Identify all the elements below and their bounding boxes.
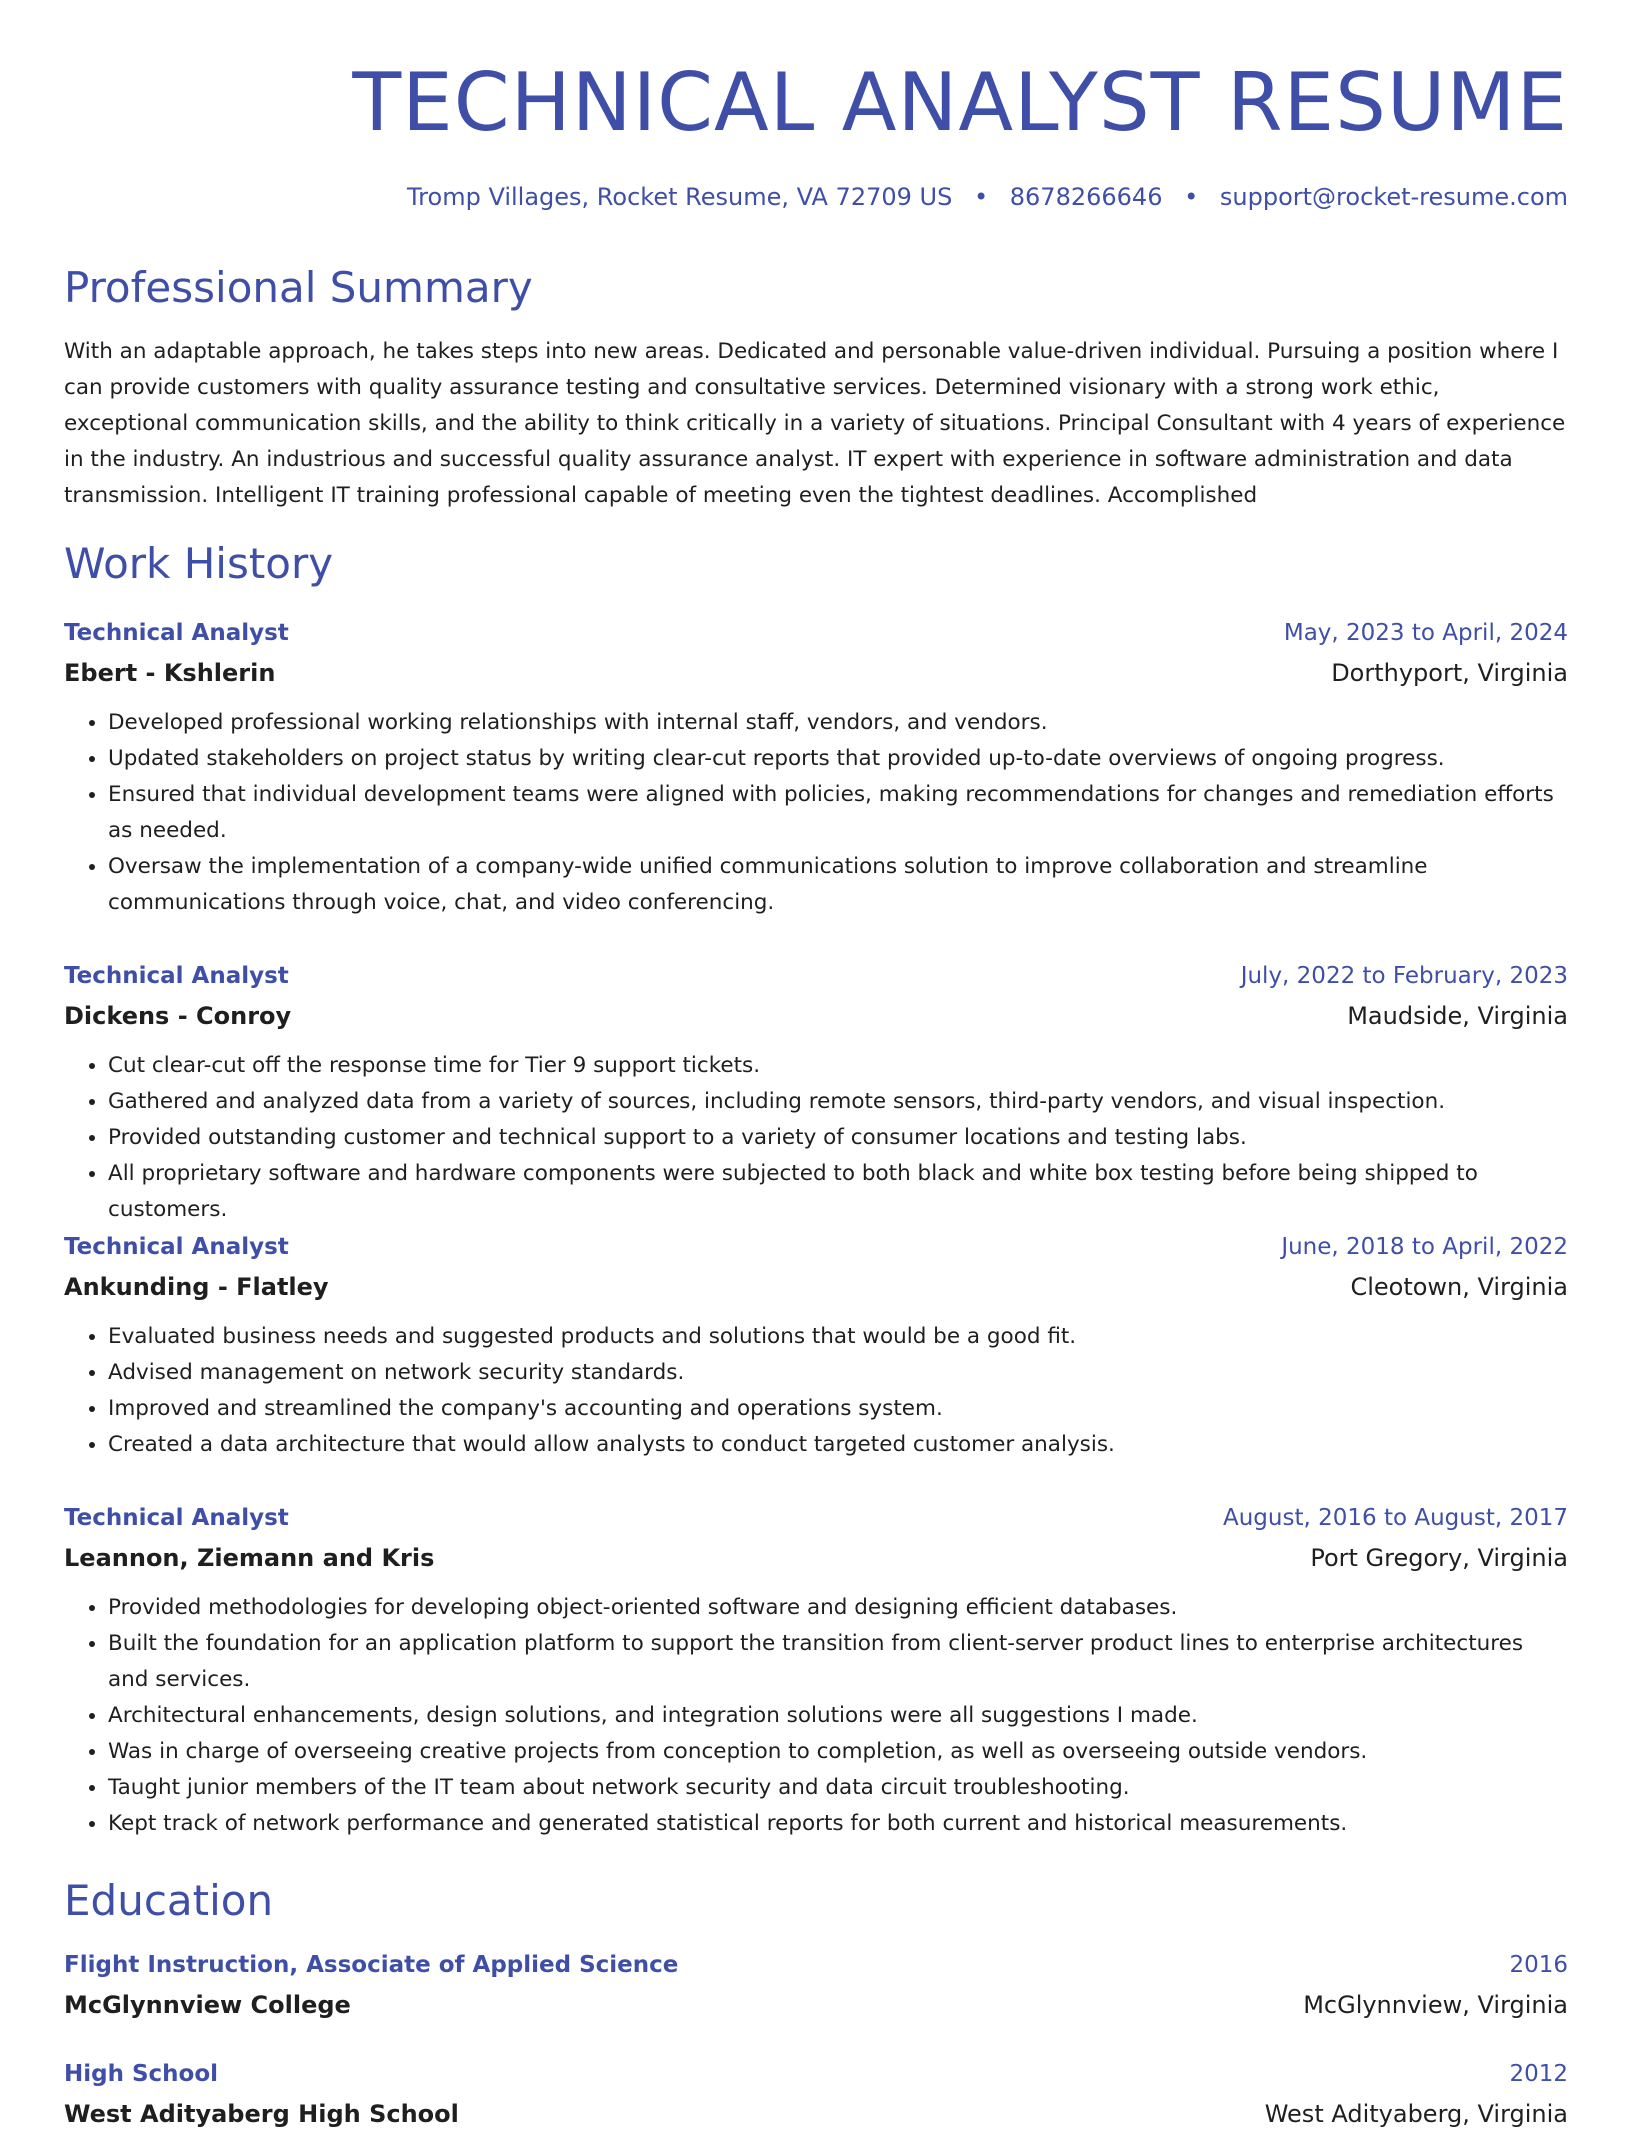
job-bullet: • Built the foundation for an application platform to support the transition from client-server product lines to enterprise architectures and services. xyxy=(108,1626,1568,1698)
job-location: Dorthyport, Virginia xyxy=(1331,659,1568,687)
contact-phone: 8678266646 xyxy=(1009,183,1163,211)
job-entry xyxy=(64,956,1568,1228)
job-entry xyxy=(64,1498,1568,1842)
job-bullet: • Was in charge of overseeing creative projects from conception to completion, as well as overseeing outside vendors. xyxy=(108,1734,1568,1770)
education-heading: Education xyxy=(64,1876,274,1925)
job-bullet: • Evaluated business needs and suggested products and solutions that would be a good fit. xyxy=(108,1319,1568,1355)
summary-text: With an adaptable approach, he takes steps into new areas. Dedicated and personable value-driven individual. Pursuing a position where I can provide customers with quality assurance testing and consultative services. Determined visionary with a strong work ethic, exceptional communication skills, and the ability to think critically in a variety of situations. Principal Consultant with 4 years of experience in the industry. An industrious and successful quality assurance analyst. IT expert with experience in software administration and data transmission. Intelligent IT training professional capable of meeting even the tightest deadlines. Accomplished xyxy=(64,339,1566,508)
education-school: West Adityaberg High School xyxy=(64,2100,459,2128)
contact-address: Tromp Villages, Rocket Resume, VA 72709 US xyxy=(407,183,953,211)
contact-line xyxy=(407,181,1568,213)
job-bullet: • Gathered and analyzed data from a variety of sources, including remote sensors, third-party vendors, and visual inspection. xyxy=(108,1084,1568,1120)
work-history-heading: Work History xyxy=(64,539,334,588)
contact-separator: • xyxy=(1184,183,1199,211)
job-bullet: • Created a data architecture that would allow analysts to conduct targeted customer analysis. xyxy=(108,1427,1568,1463)
job-bullets xyxy=(64,1048,1568,1228)
job-bullet: • Ensured that individual development teams were aligned with policies, making recommendations for changes and remediation efforts as needed. xyxy=(108,777,1568,849)
job-bullet: • Developed professional working relationships with internal staff, vendors, and vendors. xyxy=(108,705,1568,741)
education-entry xyxy=(64,1945,1568,2025)
job-location: Port Gregory, Virginia xyxy=(1310,1544,1568,1572)
job-bullet: • Architectural enhancements, design solutions, and integration solutions were all suggestions I made. xyxy=(108,1698,1568,1734)
job-company: Leannon, Ziemann and Kris xyxy=(64,1544,435,1572)
job-title: Technical Analyst xyxy=(64,1234,289,1260)
education-school: McGlynnview College xyxy=(64,1991,351,2019)
job-location: Cleotown, Virginia xyxy=(1350,1273,1568,1301)
education-degree: High School xyxy=(64,2061,219,2087)
job-entry xyxy=(64,613,1568,921)
job-bullet: • All proprietary software and hardware components were subjected to both black and white box testing before being shipped to customers. xyxy=(108,1156,1568,1228)
job-title: Technical Analyst xyxy=(64,963,289,989)
education-location: West Adityaberg, Virginia xyxy=(1264,2100,1568,2128)
education-entry xyxy=(64,2054,1568,2134)
job-bullet: • Provided outstanding customer and technical support to a variety of consumer locations and testing labs. xyxy=(108,1120,1568,1156)
education-year: 2012 xyxy=(1509,2061,1568,2087)
contact-separator: • xyxy=(973,183,989,211)
job-company: Dickens - Conroy xyxy=(64,1002,292,1030)
job-company: Ebert - Kshlerin xyxy=(64,659,276,687)
summary-heading: Professional Summary xyxy=(64,263,533,312)
job-bullet: • Oversaw the implementation of a company-wide unified communications solution to improve collaboration and streamline communications through voice, chat, and video conferencing. xyxy=(108,849,1568,921)
job-bullet: • Advised management on network security standards. xyxy=(108,1355,1568,1391)
job-bullets xyxy=(64,1590,1568,1842)
job-company: Ankunding - Flatley xyxy=(64,1273,329,1301)
education-location: McGlynnview, Virginia xyxy=(1303,1991,1568,2019)
job-bullet: • Cut clear-cut off the response time for Tier 9 support tickets. xyxy=(108,1048,1568,1084)
job-bullet: • Provided methodologies for developing object-oriented software and designing efficient databases. xyxy=(108,1590,1568,1626)
education-degree: Flight Instruction, Associate of Applied Science xyxy=(64,1952,679,1978)
job-dates: July, 2022 to February, 2023 xyxy=(1240,963,1568,989)
job-dates: August, 2016 to August, 2017 xyxy=(1223,1505,1568,1531)
contact-email: support@rocket-resume.com xyxy=(1219,183,1568,211)
job-bullet: • Improved and streamlined the company's accounting and operations system. xyxy=(108,1391,1568,1427)
job-entry xyxy=(64,1227,1568,1463)
job-bullet: • Taught junior members of the IT team about network security and data circuit troubleshooting. xyxy=(108,1770,1568,1806)
job-bullet: • Updated stakeholders on project status by writing clear-cut reports that provided up-to-date overviews of ongoing progress. xyxy=(108,741,1568,777)
job-title: Technical Analyst xyxy=(64,1505,289,1531)
job-bullet: • Kept track of network performance and generated statistical reports for both current and historical measurements. xyxy=(108,1806,1568,1842)
resume-title: TECHNICAL ANALYST RESUME xyxy=(352,56,1568,149)
education-year: 2016 xyxy=(1509,1952,1568,1978)
job-dates: June, 2018 to April, 2022 xyxy=(1281,1234,1568,1260)
job-location: Maudside, Virginia xyxy=(1347,1002,1568,1030)
job-dates: May, 2023 to April, 2024 xyxy=(1283,620,1568,646)
job-bullets xyxy=(64,705,1568,921)
job-title: Technical Analyst xyxy=(64,620,289,646)
job-bullets xyxy=(64,1319,1568,1463)
